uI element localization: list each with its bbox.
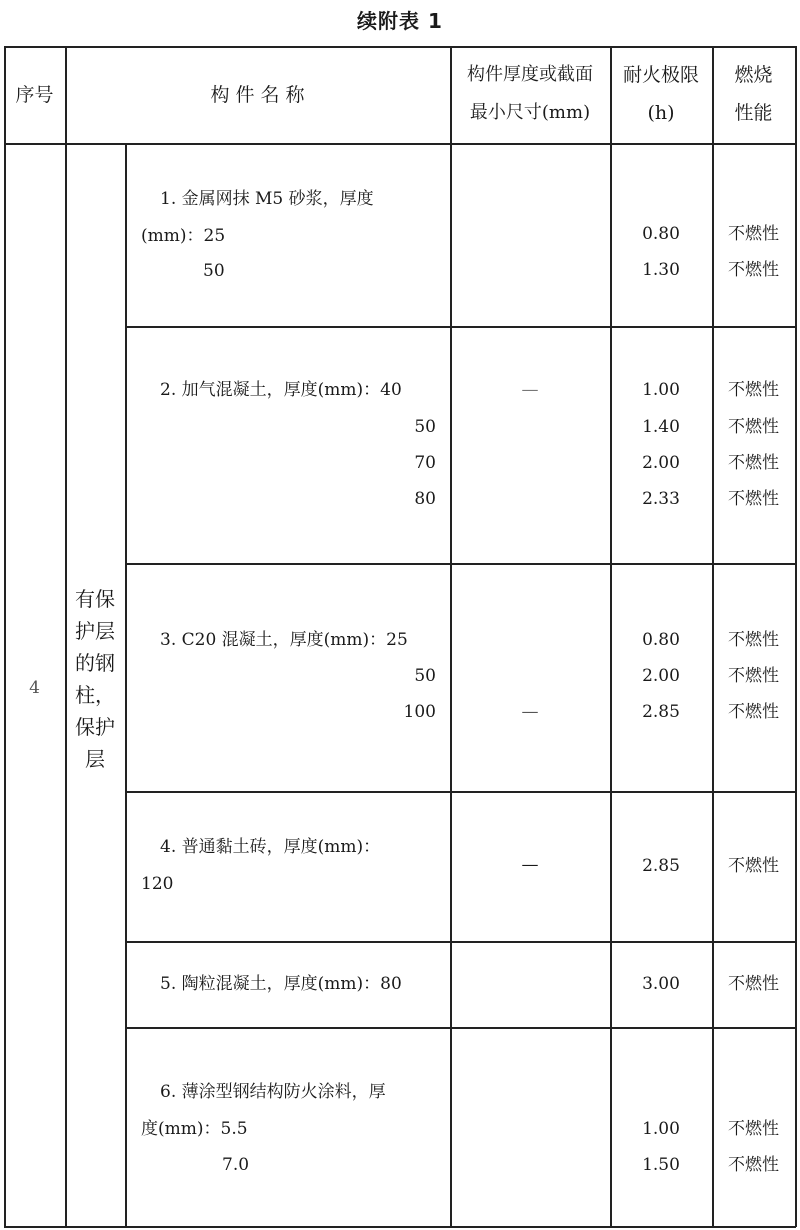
header-name: 构 件 名 称 — [210, 84, 305, 106]
row1-name-line2: (mm)：25 — [141, 226, 226, 246]
header-bottom-border — [4, 143, 796, 145]
row2-burn-2: 不燃性 — [728, 417, 779, 437]
row5-fire-1: 3.00 — [642, 974, 680, 994]
row6-burn-2: 不燃性 — [728, 1155, 779, 1175]
row-divider — [125, 1027, 796, 1029]
row2-burn-4: 不燃性 — [728, 489, 779, 509]
row-divider — [125, 791, 796, 793]
row1-name-line1: 1. 金属网抹 M5 砂浆，厚度 — [160, 189, 374, 209]
row6-fire-2: 1.50 — [642, 1155, 680, 1175]
row1-name-line3: 50 — [203, 261, 225, 281]
category-line: 的钢 — [75, 651, 115, 675]
row-divider — [125, 326, 796, 328]
row4-fire-1: 2.85 — [642, 856, 680, 876]
row4-name-line2: 120 — [141, 874, 174, 894]
table-right-border — [795, 46, 797, 1227]
col-divider — [450, 46, 452, 1227]
row2-name-line2: 50 — [414, 417, 436, 437]
row3-burn-3: 不燃性 — [728, 702, 779, 722]
seq-value: 4 — [29, 678, 40, 698]
row2-fire-1: 1.00 — [642, 380, 680, 400]
row1-fire-2: 1.30 — [642, 260, 680, 280]
row6-burn-1: 不燃性 — [728, 1119, 779, 1139]
row3-thickness: — — [521, 702, 539, 722]
row5-burn-1: 不燃性 — [728, 974, 779, 994]
table-bottom-border — [4, 1226, 796, 1228]
row6-name-line1: 6. 薄涂型钢结构防火涂料，厚 — [160, 1082, 386, 1102]
row5-name-line1: 5. 陶粒混凝土，厚度(mm)：80 — [160, 974, 402, 994]
header-thickness-line1: 构件厚度或截面 — [467, 64, 593, 85]
row1-burn-1: 不燃性 — [728, 224, 779, 244]
category-line: 柱， — [75, 683, 115, 707]
row2-thickness: — — [521, 380, 539, 400]
table-left-border — [4, 46, 6, 1227]
row4-burn-1: 不燃性 — [728, 856, 779, 876]
row3-name-line1: 3. C20 混凝土，厚度(mm)：25 — [160, 630, 408, 650]
category-line: 护层 — [75, 619, 115, 643]
row-divider — [125, 563, 796, 565]
category-label — [65, 583, 125, 775]
row-divider — [125, 941, 796, 943]
row3-fire-2: 2.00 — [642, 666, 680, 686]
row2-burn-1: 不燃性 — [728, 380, 779, 400]
row2-name-line3: 70 — [414, 453, 436, 473]
row2-fire-4: 2.33 — [642, 489, 680, 509]
header-fire-limit-line2: (h) — [647, 102, 675, 124]
row2-fire-3: 2.00 — [642, 453, 680, 473]
row1-burn-2: 不燃性 — [728, 260, 779, 280]
row6-fire-1: 1.00 — [642, 1119, 680, 1139]
row3-name-line3: 100 — [403, 702, 436, 722]
col-divider — [125, 143, 127, 1227]
row3-fire-1: 0.80 — [642, 630, 680, 650]
header-thickness-line2: 最小尺寸(mm) — [469, 102, 591, 123]
row2-name-line4: 80 — [414, 489, 436, 509]
category-line: 层 — [85, 747, 105, 771]
row2-fire-2: 1.40 — [642, 417, 680, 437]
row6-name-line2: 度(mm)：5.5 — [141, 1119, 248, 1139]
table-title: 续附表 1 — [357, 9, 443, 33]
row3-name-line2: 50 — [414, 666, 436, 686]
header-burn-line1: 燃烧 — [734, 64, 773, 86]
header-burn-line2: 性能 — [734, 102, 773, 124]
row2-name-line1: 2. 加气混凝土，厚度(mm)：40 — [160, 380, 402, 400]
row2-burn-3: 不燃性 — [728, 453, 779, 473]
row6-name-line3: 7.0 — [222, 1155, 250, 1175]
category-line: 有保 — [75, 587, 115, 611]
header-fire-limit-line1: 耐火极限 — [622, 64, 699, 86]
header-seq: 序号 — [15, 84, 54, 106]
row3-fire-3: 2.85 — [642, 702, 680, 722]
row1-fire-1: 0.80 — [642, 224, 680, 244]
row3-burn-2: 不燃性 — [728, 666, 779, 686]
row4-name-line1: 4. 普通黏土砖，厚度(mm)： — [160, 837, 381, 857]
row4-thickness: — — [521, 855, 539, 875]
row3-burn-1: 不燃性 — [728, 630, 779, 650]
table-top-border — [4, 46, 796, 48]
category-line: 保护 — [75, 715, 115, 739]
